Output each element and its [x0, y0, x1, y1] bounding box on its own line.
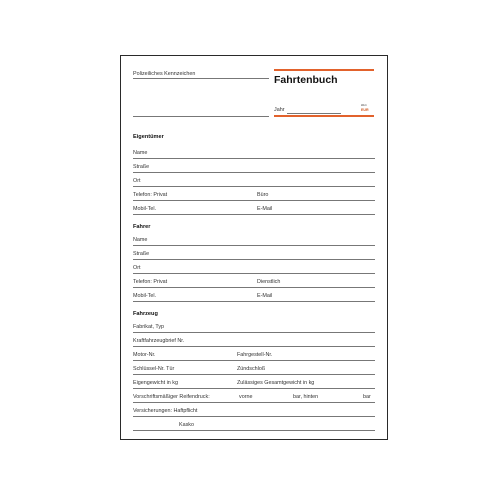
eigentuemer-telefon-label: Telefon: Privat	[133, 192, 168, 198]
fahrer-ort-label: Ort	[133, 265, 141, 271]
motor-field[interactable]	[133, 360, 375, 361]
eigentuemer-strasse-field[interactable]	[133, 172, 375, 173]
eigentuemer-telefon-field[interactable]	[133, 200, 375, 201]
zuendschloss-label: Zündschloß	[237, 366, 266, 372]
schluessel-field[interactable]	[133, 374, 375, 375]
fahrer-name-label: Name	[133, 237, 148, 243]
eigentuemer-buero-label: Büro	[257, 192, 269, 198]
fabrikat-field[interactable]	[133, 332, 375, 333]
eigengewicht-label: Eigengewicht in kg	[133, 380, 178, 386]
kennzeichen-label: Polizeiliches Kennzeichen	[133, 71, 196, 77]
reifendruck-label: Vorschriftsmäßiger Reifendruck:	[133, 394, 210, 400]
reifendruck-field[interactable]	[133, 402, 375, 403]
schluessel-label: Schlüssel-Nr. Tür	[133, 366, 175, 372]
fahrer-name-field[interactable]	[133, 245, 375, 246]
motor-label: Motor-Nr.	[133, 352, 156, 358]
form-sheet	[120, 55, 388, 440]
fahrer-mobil-field[interactable]	[133, 301, 375, 302]
eigentuemer-name-label: Name	[133, 150, 148, 156]
section-heading-fahrzeug: Fahrzeug	[133, 311, 158, 317]
eigentuemer-mobil-field[interactable]	[133, 214, 375, 215]
fahrer-strasse-field[interactable]	[133, 259, 375, 260]
fahrgestell-label: Fahrgestell-Nr.	[237, 352, 273, 358]
fahrer-dienstlich-label: Dienstlich	[257, 279, 281, 285]
fahrer-email-label: E-Mail	[257, 293, 273, 299]
kfz-brief-label: Kraftfahrzeugbrief Nr.	[133, 338, 185, 344]
eigentuemer-email-label: E-Mail	[257, 206, 273, 212]
reifendruck-vorne-label: vorne	[239, 394, 253, 400]
kasko-label: Kasko	[179, 422, 194, 428]
fahrer-strasse-label: Straße	[133, 251, 150, 257]
title-accent-bar-top	[274, 69, 374, 71]
gewicht-field[interactable]	[133, 388, 375, 389]
eigentuemer-ort-field[interactable]	[133, 186, 375, 187]
currency-label: EUR	[361, 108, 369, 112]
reifendruck-hinten-label: bar, hinten	[293, 394, 319, 400]
fahrer-ort-field[interactable]	[133, 273, 375, 274]
title-accent-bar-bottom	[274, 115, 374, 117]
fahrer-telefon-field[interactable]	[133, 287, 375, 288]
section-heading-eigentuemer: Eigentümer	[133, 134, 164, 140]
versicherungen-label: Versicherungen: Haftpflicht	[133, 408, 198, 414]
page-title: Fahrtenbuch	[274, 74, 338, 86]
reifendruck-bar-label: bar	[363, 394, 371, 400]
kasko-field[interactable]	[133, 430, 375, 431]
fahrer-telefon-label: Telefon: Privat	[133, 279, 168, 285]
eigentuemer-name-field[interactable]	[133, 158, 375, 159]
kfz-brief-field[interactable]	[133, 346, 375, 347]
jahr-field-line[interactable]	[287, 113, 341, 114]
haftpflicht-field[interactable]	[133, 416, 375, 417]
kennzeichen-second-line[interactable]	[133, 116, 269, 117]
kennzeichen-field-line[interactable]	[133, 78, 269, 79]
jahr-label: Jahr	[274, 107, 285, 113]
section-heading-fahrer: Fahrer	[133, 224, 151, 230]
eigentuemer-mobil-label: Mobil-Tel.	[133, 206, 157, 212]
gesamtgewicht-label: Zulässiges Gesamtgewicht in kg	[237, 380, 315, 386]
eigentuemer-strasse-label: Straße	[133, 164, 150, 170]
fahrer-mobil-label: Mobil-Tel.	[133, 293, 157, 299]
eigentuemer-ort-label: Ort	[133, 178, 141, 184]
fabrikat-label: Fabrikat, Typ	[133, 324, 165, 330]
price-small-label: Wert	[361, 104, 367, 107]
